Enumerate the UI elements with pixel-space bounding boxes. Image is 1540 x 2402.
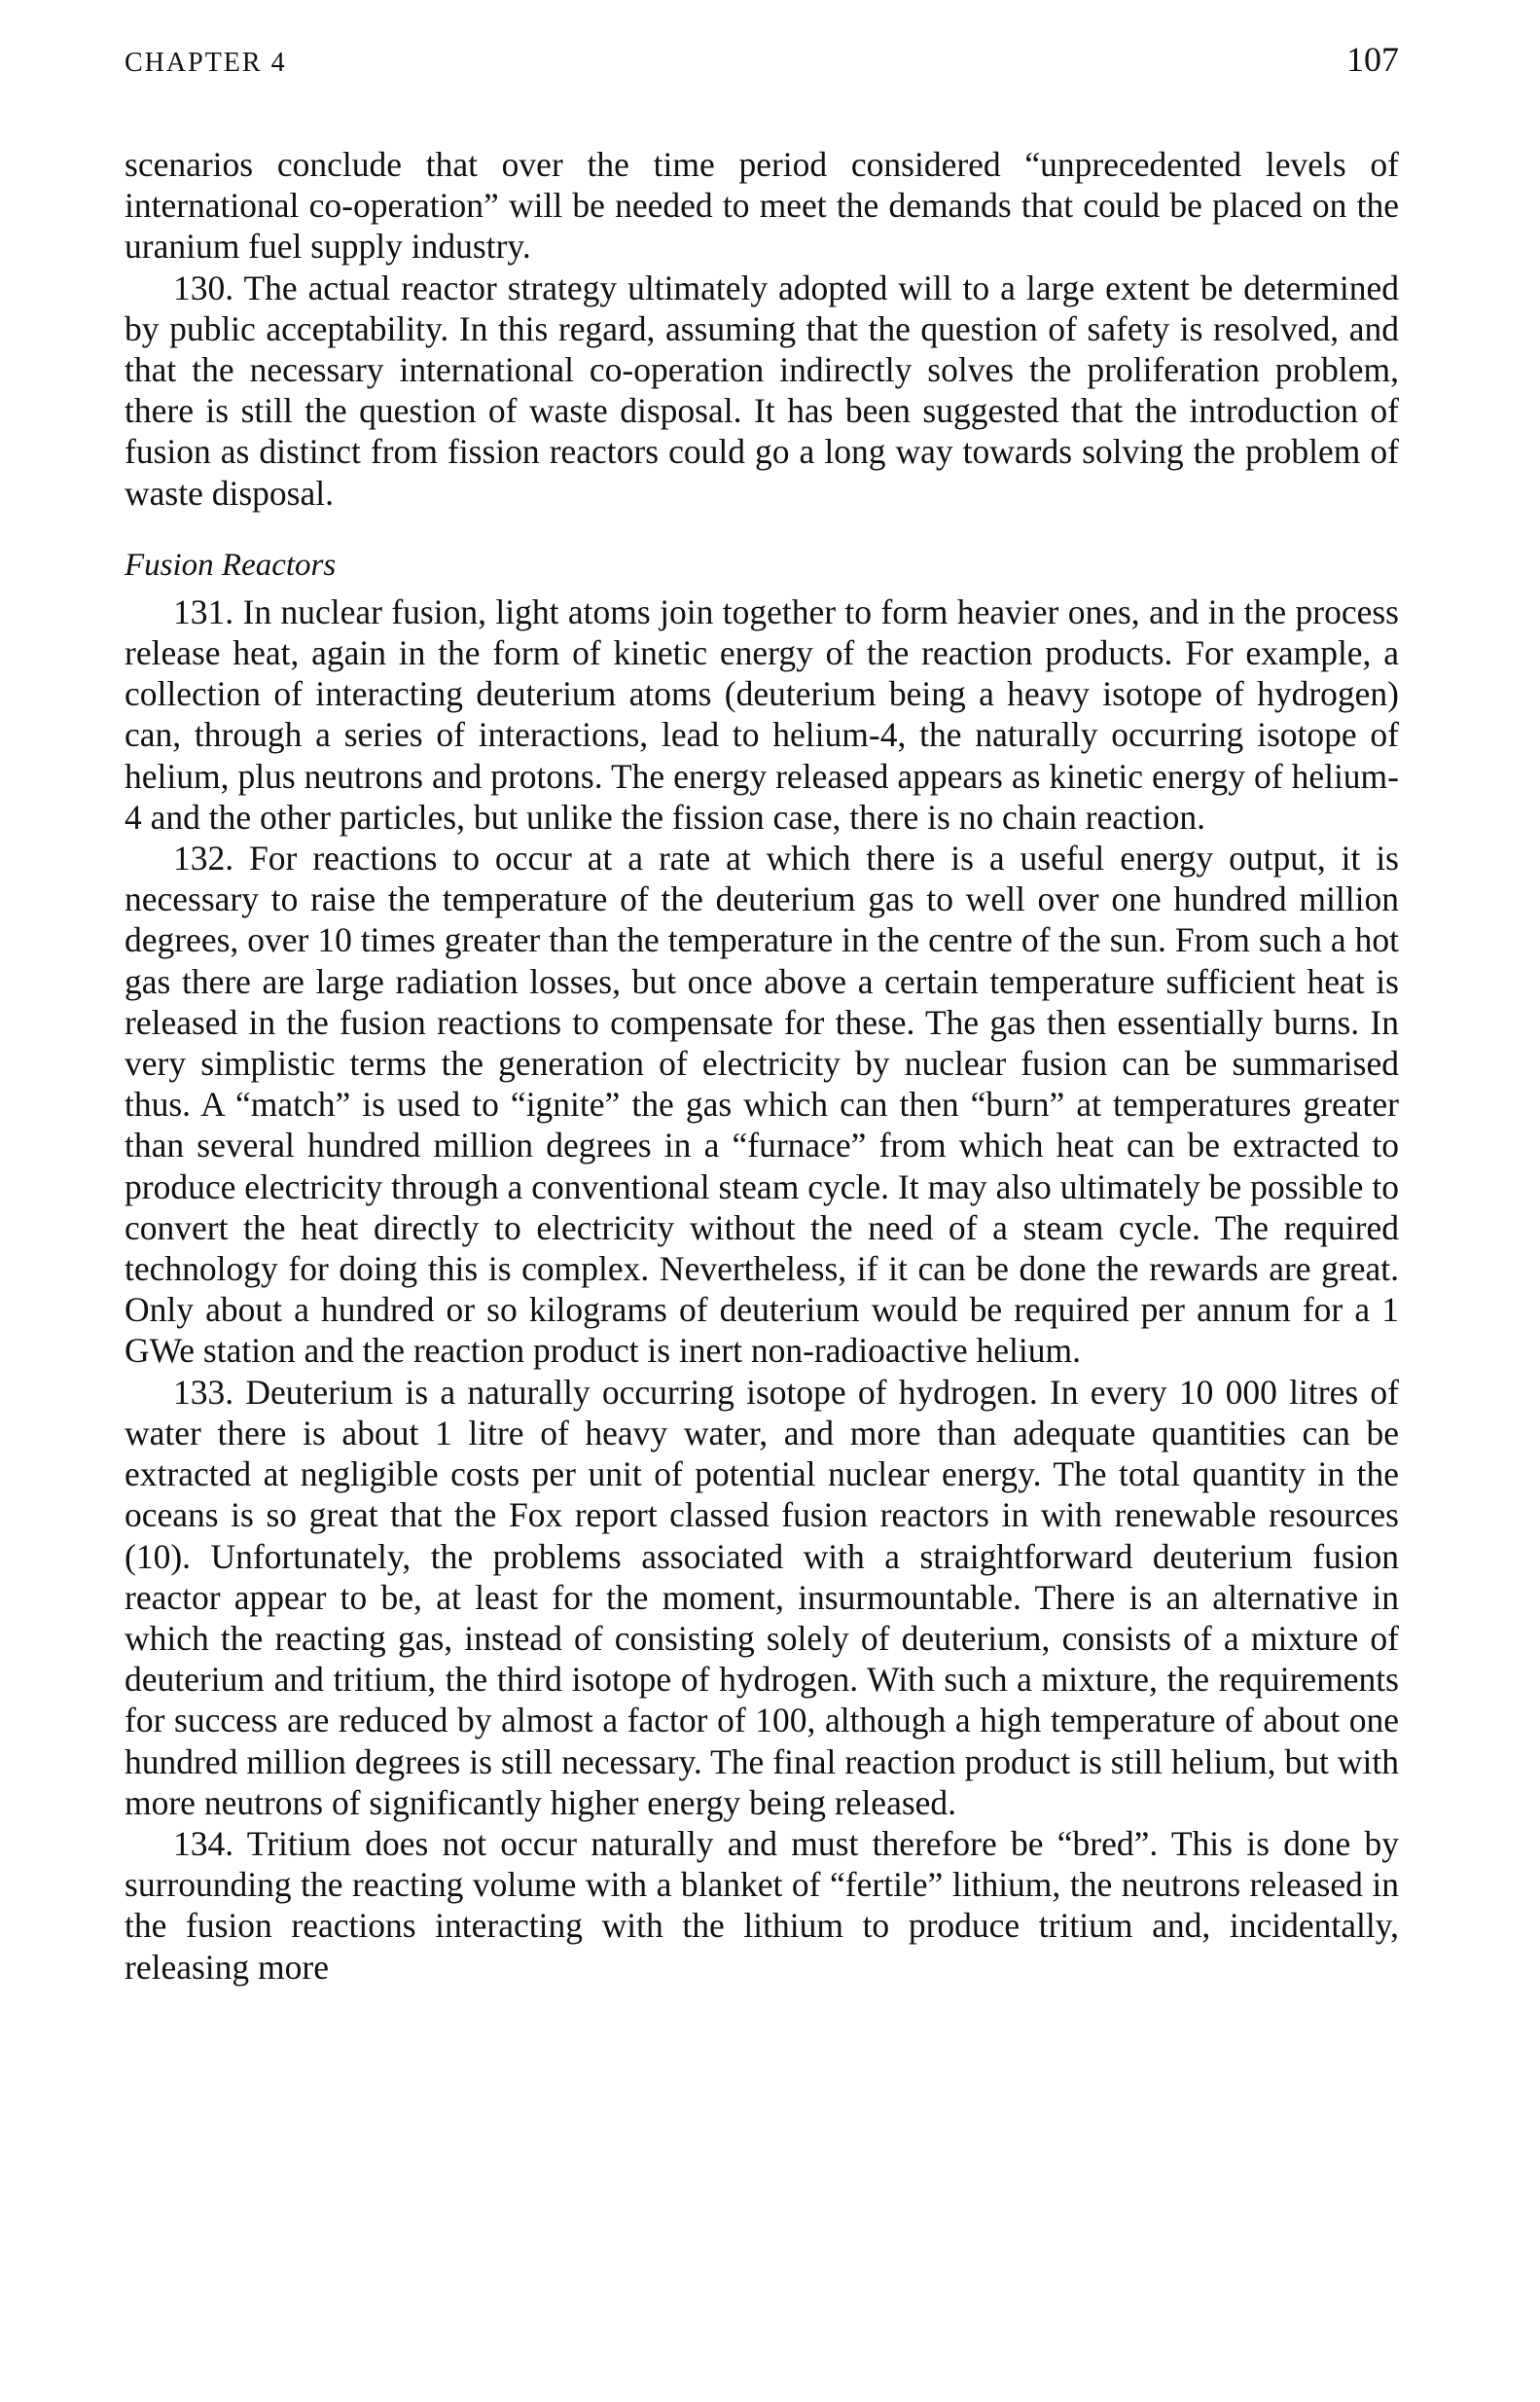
- paragraph-132: 132. For reactions to occur at a rate at which there is a useful energy output, it is necessary to raise the temperature of the deuterium gas to well over one hundred million degrees, over 10 times greater than the temperature in the centre of the sun. From such a hot gas there are large radiation losses, but once above a certain temperature sufficient heat is released in the fusion reactions to compensate for these. The gas then essentially burns. In very simplistic terms the generation of electricity by nuclear fusion can be summarised thus. A “match” is used to “ignite” the gas which can then “burn” at temperatures greater than several hundred million degrees in a “furnace” from which heat can be extracted to produce electricity through a conventional steam cycle. It may also ultimately be possible to convert the heat directly to electricity without the need of a steam cycle. The required technology for doing this is complex. Nevertheless, if it can be done the rewards are great. Only about a hundred or so kilograms of deuterium would be required per annum for a 1 GWe station and the reaction product is inert non-radioactive helium.: [125, 839, 1399, 1371]
- chapter-label: CHAPTER 4: [125, 48, 287, 78]
- page-number: 107: [1346, 40, 1399, 79]
- paragraph-131: 131. In nuclear fusion, light atoms join together to form heavier ones, and in the process release heat, again in the form of kinetic energy of the reaction products. For example, a collection of interacting deuterium atoms (deuterium being a heavy isotope of hydrogen) can, through a series of interactions, lead to helium-4, the naturally occurring isotope of helium, plus neutrons and protons. The energy released appears as kinetic energy of helium-4 and the other particles, but unlike the fission case, there is no chain reaction.: [125, 592, 1399, 837]
- section-heading: Fusion Reactors: [125, 547, 337, 583]
- paragraph-continued: scenarios conclude that over the time period considered “unprecedented levels of international co-operation” will be needed to meet the demands that could be placed on the uranium fuel supply industry.: [125, 145, 1399, 267]
- paragraph-134: 134. Tritium does not occur naturally and must therefore be “bred”. This is done by surrounding the reacting volume with a blanket of “fertile” lithium, the neutrons released in the fusion reactions interacting with the lithium to produce tritium and, incidentally, releasing more: [125, 1823, 1399, 1987]
- running-head: [125, 39, 1399, 97]
- book-page: [125, 39, 1399, 1988]
- paragraph-133: 133. Deuterium is a naturally occurring isotope of hydrogen. In every 10 000 litres of water there is about 1 litre of heavy water, and more than adequate quantities can be extracted at negligible costs per unit of potential nuclear energy. The total quantity in the oceans is so great that the Fox report classed fusion reactors in with renewable resources (10). Unfortunately, the problems associated with a straightforward deuterium fusion reactor appear to be, at least for the moment, insurmountable. There is an alternative in which the reacting gas, instead of consisting solely of deuterium, consists of a mixture of deuterium and tritium, the third isotope of hydrogen. With such a mixture, the requirements for success are reduced by almost a factor of 100, although a high temperature of about one hundred million degrees is still necessary. The final reaction product is still helium, but with more neutrons of significantly higher energy being released.: [125, 1372, 1399, 1822]
- body-text: [125, 144, 1399, 1988]
- paragraph-130: 130. The actual reactor strategy ultimately adopted will to a large extent be determined by public acceptability. In this regard, assuming that the question of safety is resolved, and that the necessary international co-operation indirectly solves the proliferation problem, there is still the question of waste disposal. It has been suggested that the introduction of fusion as distinct from fission reactors could go a long way towards solving the problem of waste disposal.: [125, 268, 1399, 513]
